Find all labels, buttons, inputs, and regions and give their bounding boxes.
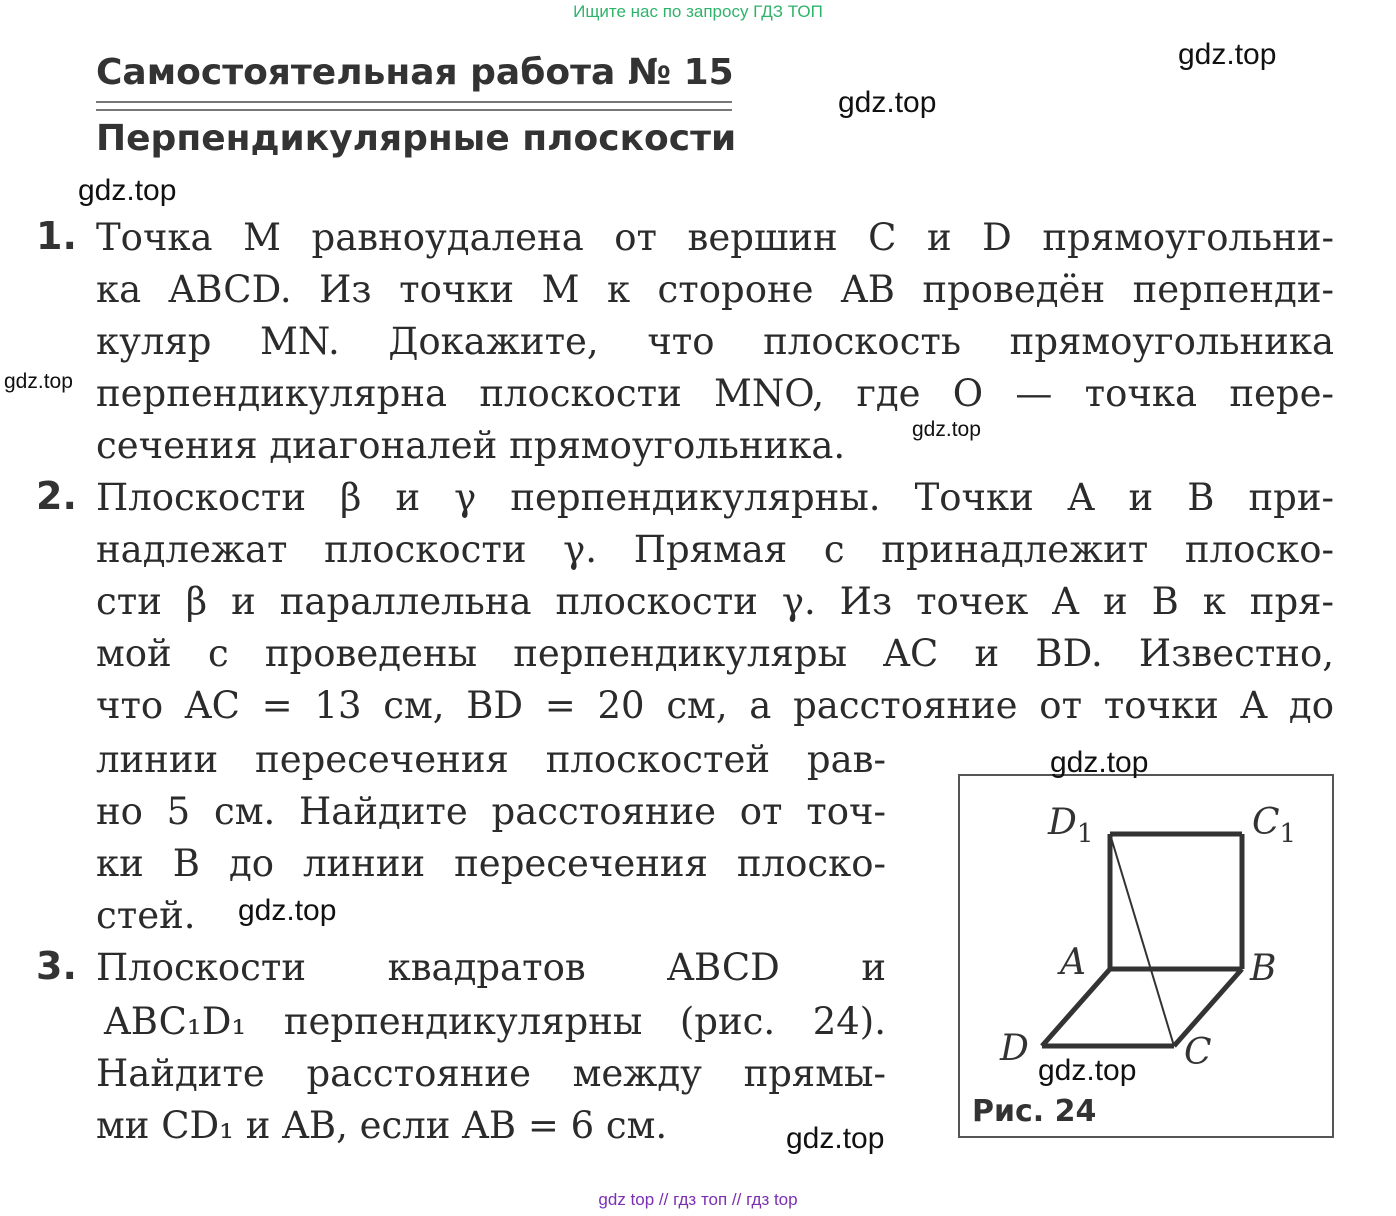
problem-2-line: Плоскости β и γ перпендикулярны. Точки A и B при-: [96, 476, 1334, 519]
top-banner: Ищите нас по запросу ГДЗ ТОП: [573, 2, 823, 21]
page-title: Самостоятельная работа № 15: [96, 52, 734, 93]
problem-3-line: ми CD₁ и AB, если AB = 6 см.: [96, 1104, 668, 1147]
figure-24: [958, 774, 1334, 1138]
footer-links: gdz top // гдз топ // гдз top: [598, 1190, 798, 1209]
problem-2-line: сти β и параллельна плоскости γ. Из точек A и B к пря-: [96, 580, 1334, 623]
problem-1-line: куляр MN. Докажите, что плоскость прямоугольника: [96, 320, 1334, 363]
watermark: gdz.top: [786, 1122, 885, 1155]
problem-1-line: сечения диагоналей прямоугольника.: [96, 424, 846, 467]
title-underline: [96, 101, 732, 111]
problem-3-line: Найдите расстояние между прямы-: [96, 1052, 886, 1095]
problem-1-line: перпендикулярна плоскости MNO, где O — точка пере-: [96, 372, 1334, 415]
problem-3-line: ABC₁D₁ перпендикулярны (рис. 24).: [104, 1000, 886, 1043]
problem-2-number: 2.: [36, 474, 77, 518]
problem-1-number: 1.: [36, 214, 77, 258]
label-c1: $C_1$: [1252, 802, 1297, 850]
problem-3-number: 3.: [36, 944, 77, 988]
problem-2-line: что AC = 13 см, BD = 20 см, а расстояние от точки A до: [96, 684, 1334, 727]
figure-caption: Рис. 24: [972, 1094, 1097, 1129]
problem-2-line: стей.: [96, 894, 196, 937]
segment-c-d1: [1110, 834, 1174, 1046]
problem-1-line: ка ABCD. Из точки M к стороне AB проведён перпенди-: [96, 268, 1334, 311]
watermark: gdz.top: [238, 894, 337, 927]
problem-2-line: мой c проведены перпендикуляры AC и BD. Известно,: [96, 632, 1334, 675]
problem-2-line: но 5 см. Найдите расстояние от точ-: [96, 790, 886, 833]
page-subtitle: Перпендикулярные плоскости: [96, 118, 737, 159]
problem-2-line: ки B до линии пересечения плоско-: [96, 842, 886, 885]
watermark: gdz.top: [78, 174, 177, 207]
problem-2-line: надлежат плоскости γ. Прямая c принадлежит плоско-: [96, 528, 1334, 571]
label-b: B: [1250, 948, 1277, 989]
watermark: gdz.top: [1178, 38, 1277, 71]
problem-2-line: линии пересечения плоскостей рав-: [96, 738, 886, 781]
problem-1-line: Точка M равноудалена от вершин C и D прямоугольни-: [96, 216, 1334, 259]
label-c: C: [1184, 1032, 1212, 1073]
label-d1: $D_1$: [1048, 802, 1094, 850]
problem-3-line: Плоскости квадратов ABCD и: [96, 946, 886, 989]
label-a: A: [1060, 942, 1086, 983]
watermark: gdz.top: [1038, 1054, 1137, 1087]
watermark: gdz.top: [838, 86, 937, 119]
watermark: gdz.top: [912, 418, 981, 441]
watermark: gdz.top: [1050, 746, 1149, 779]
watermark: gdz.top: [4, 370, 73, 393]
label-d: D: [1000, 1028, 1029, 1069]
